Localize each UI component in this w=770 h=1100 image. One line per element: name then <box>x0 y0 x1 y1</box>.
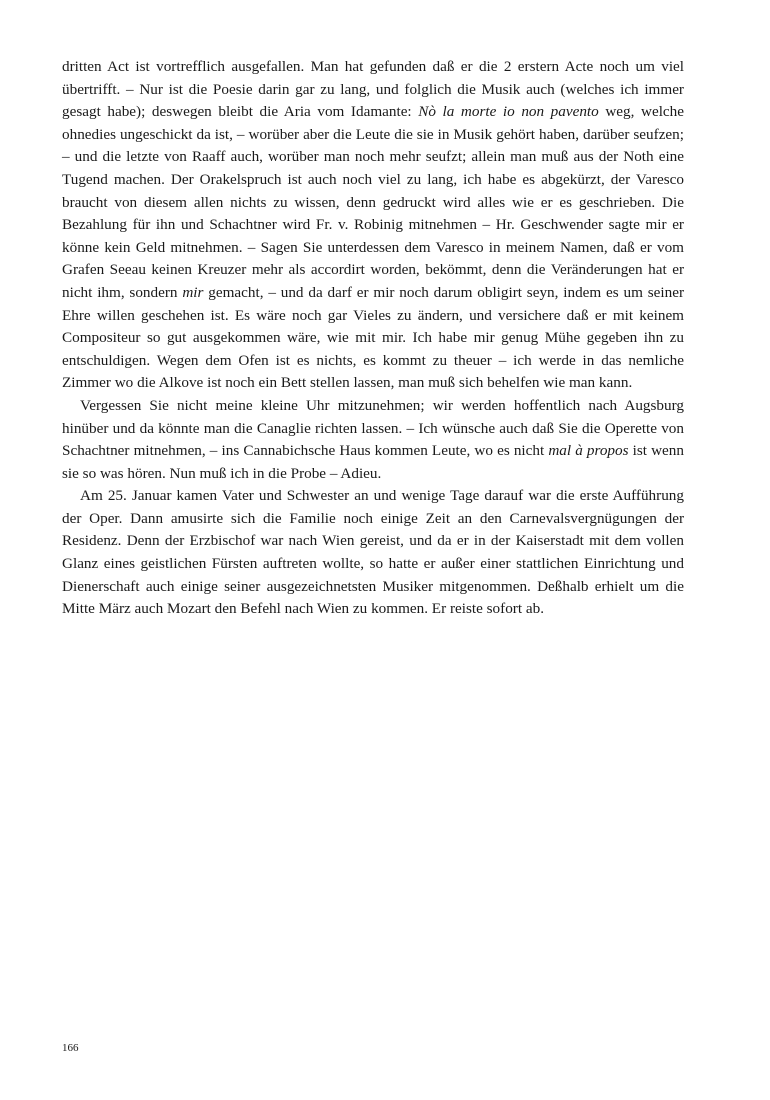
italic-segment: Nò la morte io non pavento <box>418 103 599 121</box>
text-segment: Vergessen Sie nicht meine kleine Uhr mitzunehmen; wir werden hoffentlich nach Augsburg hinüber und da könnte man die Canaglie richten lassen. – Ich wünsche auch daß Sie die Operette von Schachtner mitnehmen, – ins Cannabichsche Haus kommen Leute, wo es nicht <box>62 396 684 460</box>
paragraph-2 <box>62 395 684 485</box>
body-text <box>62 56 684 621</box>
paragraph-3 <box>62 485 684 621</box>
page-number: 166 <box>62 1042 79 1054</box>
text-segment: ist wenn sie so was hören. Nun muß ich in die Probe – Adieu. <box>62 442 684 482</box>
text-segment: gemacht, – und da darf er mir noch darum obligirt seyn, indem es um seiner Ehre willen geschehen ist. Es wäre noch gar Vieles zu ändern, und versichere daß er mit keinem Compositeur so gut ausgekommen wäre, wie mit mir. Ich habe mir genug Mühe gegeben ihn zu entschuldigen. Wegen dem Ofen ist es nichts, es kommt zu theuer – ich werde in das nemliche Zimmer wo die Alkove ist noch ein Bett stellen lassen, man muß sich behelfen wie man kann. <box>62 283 685 392</box>
italic-segment: mir <box>182 283 204 301</box>
text-segment: weg, welche ohnedies ungeschickt da ist, – worüber aber die Leute die sie in Musik gehört haben, darüber seufzen; – und die letzte von Raaff auch, worüber man noch mehr seufzt; allein man muß aus der Noth eine Tugend machen. Der Orakelspruch ist auch noch viel zu lang, ich habe es abgekürzt, der Varesco braucht von diesem allen nichts zu wissen, denn gedruckt wird alles wie er es geschrieben. Die Bezahlung für ihn und Schachtner wird Fr. v. Robinig mitnehmen – Hr. Geschwender sagte mir er könne kein Geld mitnehmen. – Sagen Sie unterdessen dem Varesco in meinem Namen, daß er vom Grafen Seeau keinen Kreuzer mehr als accordirt worden, bekömmt, denn die Veränderungen hat er nicht ihm, sondern <box>62 103 685 301</box>
italic-segment: mal à propos <box>548 442 629 460</box>
text-segment: Am 25. Januar kamen Vater und Schwester an und wenige Tage darauf war die erste Aufführung der Oper. Dann amusirte sich die Familie noch einige Zeit an den Carnevalsvergnügungen der Residenz. Denn der Erzbischof war nach Wien gereist, und da er in der Kaiserstadt mit dem vollen Glanz eines geistlichen Fürsten auftreten wollte, so hatte er außer einer stattlichen Einrichtung und Dienerschaft auch einige seiner ausgezeichnetsten Musiker mitgenommen. Deßhalb erhielt um die Mitte März auch Mozart den Befehl nach Wien zu kommen. Er reiste sofort ab. <box>62 487 684 618</box>
text-segment: dritten Act ist vortrefflich ausgefallen. Man hat gefunden daß er die 2 erstern Acte noch um viel übertrifft. – Nur ist die Poesie darin gar zu lang, und folglich die Musik auch (welches ich immer gesagt habe); deswegen bleibt die Aria vom Idamante: <box>62 58 684 121</box>
paragraph-1 <box>62 56 684 395</box>
